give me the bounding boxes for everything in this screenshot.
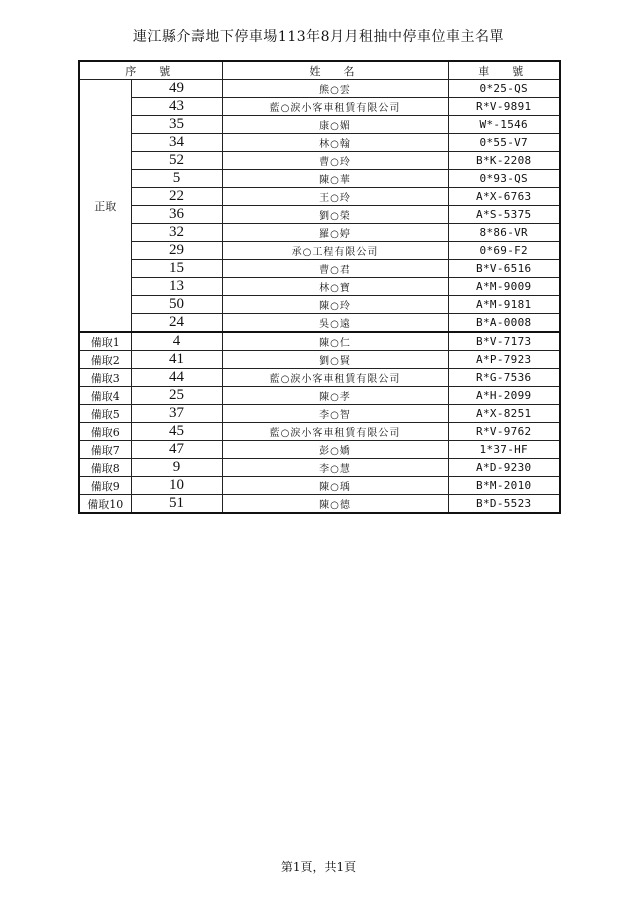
seq-number: 25 [131,387,222,405]
plate-number: A*M-9009 [448,278,560,296]
owner-name: 李○慧 [222,459,448,477]
seq-number: 50 [131,296,222,314]
owner-name: 康○媚 [222,116,448,134]
plate-number: A*H-2099 [448,387,560,405]
plate-number: B*V-7173 [448,332,560,351]
plate-number: R*G-7536 [448,369,560,387]
seq-number: 49 [131,80,222,98]
seq-number: 29 [131,242,222,260]
seq-number: 32 [131,224,222,242]
seq-number: 35 [131,116,222,134]
page-title: 連江縣介壽地下停車場113年8月月租抽中停車位車主名單 [132,29,505,45]
table-row [79,188,560,206]
plate-number: 8*86-VR [448,224,560,242]
table-row [79,224,560,242]
plate-number: B*A-0008 [448,314,560,333]
table-row [79,98,560,116]
table-row [79,405,560,423]
plate-number: A*P-7923 [448,351,560,369]
owner-name: 林○翰 [222,134,448,152]
group-label-alternate: 備取2 [79,351,131,369]
table-row [79,477,560,495]
owner-name: 陳○玲 [222,296,448,314]
plate-number: A*X-8251 [448,405,560,423]
table-row [79,80,560,98]
seq-number: 34 [131,134,222,152]
group-label-alternate: 備取7 [79,441,131,459]
seq-number: 52 [131,152,222,170]
seq-number: 37 [131,405,222,423]
seq-number: 24 [131,314,222,333]
group-label-alternate: 備取6 [79,423,131,441]
owner-name: 吳○遠 [222,314,448,333]
plate-number: R*V-9891 [448,98,560,116]
plate-number: R*V-9762 [448,423,560,441]
plate-number: A*D-9230 [448,459,560,477]
owner-name: 彭○嬌 [222,441,448,459]
owner-name: 羅○婷 [222,224,448,242]
table-row [79,387,560,405]
table-row [79,134,560,152]
table-row [79,116,560,134]
owner-name: 承○工程有限公司 [222,242,448,260]
owner-name: 陳○德 [222,495,448,514]
seq-number: 22 [131,188,222,206]
seq-number: 10 [131,477,222,495]
header-name: 姓 名 [222,61,448,80]
group-label-alternate: 備取9 [79,477,131,495]
seq-number: 4 [131,332,222,351]
winner-table [78,60,561,514]
owner-name: 熊○雲 [222,80,448,98]
plate-number: 0*55-V7 [448,134,560,152]
seq-number: 41 [131,351,222,369]
header-seq: 序 號 [79,61,222,80]
table-row [79,242,560,260]
table-header-row [79,61,560,80]
table-row [79,369,560,387]
table-row [79,351,560,369]
seq-number: 36 [131,206,222,224]
plate-number: 0*93-QS [448,170,560,188]
header-plate: 車 號 [448,61,560,80]
owner-name: 藍○淚小客車租賃有限公司 [222,369,448,387]
seq-number: 5 [131,170,222,188]
table-row [79,206,560,224]
plate-number: 0*69-F2 [448,242,560,260]
group-label-alternate: 備取4 [79,387,131,405]
table-body [79,80,560,514]
owner-name: 劉○賢 [222,351,448,369]
table-row [79,423,560,441]
plate-number: A*X-6763 [448,188,560,206]
table-row [79,332,560,351]
owner-name: 曹○君 [222,260,448,278]
owner-name: 陳○華 [222,170,448,188]
page-footer: 第1頁，共1頁 [280,860,357,874]
owner-name: 藍○淚小客車租賃有限公司 [222,423,448,441]
table-row [79,495,560,514]
table-row [79,296,560,314]
plate-number: 1*37-HF [448,441,560,459]
group-label-primary: 正取 [79,80,131,333]
owner-name: 陳○孝 [222,387,448,405]
seq-number: 51 [131,495,222,514]
seq-number: 45 [131,423,222,441]
seq-number: 13 [131,278,222,296]
owner-name: 李○智 [222,405,448,423]
owner-name: 王○玲 [222,188,448,206]
owner-name: 陳○仁 [222,332,448,351]
plate-number: 0*25-QS [448,80,560,98]
table-row [79,314,560,333]
table-row [79,170,560,188]
seq-number: 44 [131,369,222,387]
seq-number: 47 [131,441,222,459]
table-row [79,459,560,477]
group-label-alternate: 備取10 [79,495,131,514]
owner-name: 藍○淚小客車租賃有限公司 [222,98,448,116]
seq-number: 15 [131,260,222,278]
plate-number: B*D-5523 [448,495,560,514]
plate-number: B*K-2208 [448,152,560,170]
group-label-alternate: 備取8 [79,459,131,477]
owner-name: 林○寶 [222,278,448,296]
table-row [79,441,560,459]
group-label-alternate: 備取3 [79,369,131,387]
seq-number: 43 [131,98,222,116]
plate-number: B*M-2010 [448,477,560,495]
plate-number: B*V-6516 [448,260,560,278]
owner-name: 陳○瑀 [222,477,448,495]
owner-name: 曹○玲 [222,152,448,170]
seq-number: 9 [131,459,222,477]
table-row [79,278,560,296]
plate-number: A*M-9181 [448,296,560,314]
plate-number: A*S-5375 [448,206,560,224]
table-row [79,152,560,170]
table-row [79,260,560,278]
owner-name: 劉○榮 [222,206,448,224]
group-label-alternate: 備取5 [79,405,131,423]
plate-number: W*-1546 [448,116,560,134]
group-label-alternate: 備取1 [79,332,131,351]
